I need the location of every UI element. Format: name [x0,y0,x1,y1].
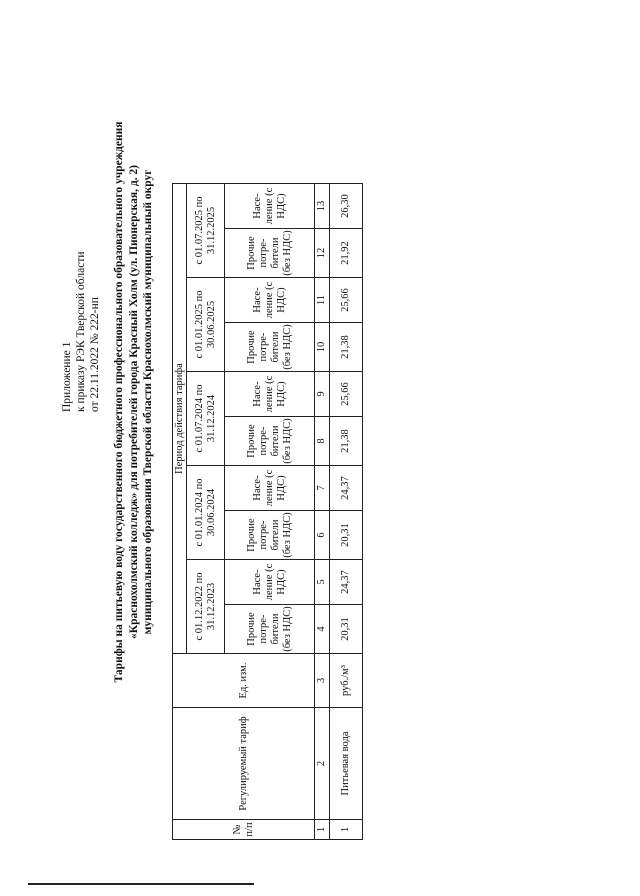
row-value: 24,37 [330,466,363,511]
header-other-consumers: Прочие потре-бители (без НДС) [225,417,315,466]
header-population: Насе-ление (с НДС) [225,466,315,511]
title-line-2: «Краснохолмский колледж» для потребителей города Красный Холм (ул. Пионерская, д. 2) [127,165,140,639]
row-num: 1 [330,820,363,840]
header-num: № п/п [173,820,315,840]
column-number-row [315,184,330,840]
title-line-1: Тарифы на питьевую воду государственного бюджетного профессионального образовательного учреждения [113,121,125,683]
row-value: 25,66 [330,278,363,323]
column-number: 7 [315,466,330,511]
row-value: 21,92 [330,229,363,278]
header-other-consumers: Прочие потре-бители (без НДС) [225,511,315,560]
header-population: Насе-ление (с НДС) [225,278,315,323]
header-tariff: Регулируемый тариф [173,708,315,820]
period-range-4: с 01.01.2025 по 30.06.2025 [187,278,225,372]
row-value: 25,66 [330,372,363,417]
column-number: 3 [315,654,330,708]
table-row [330,184,363,840]
column-number: 12 [315,229,330,278]
period-range-2: с 01.01.2024 по 30.06.2024 [187,466,225,560]
header-other-consumers: Прочие потре-бители (без НДС) [225,605,315,654]
row-value: 26,30 [330,184,363,229]
row-value: 20,31 [330,511,363,560]
document-title [112,102,156,702]
column-number: 11 [315,278,330,323]
period-range-5: с 01.07.2025 по 31.12.2025 [187,184,225,278]
row-value: 24,37 [330,560,363,605]
tariff-table [172,183,363,840]
column-number: 8 [315,417,330,466]
header-population: Насе-ление (с НДС) [225,184,315,229]
row-value: 21,38 [330,417,363,466]
header-population: Насе-ление (с НДС) [225,560,315,605]
row-unit: руб./м³ [330,654,363,708]
column-number: 1 [315,820,330,840]
header-unit: Ед. изм. [173,654,315,708]
period-range-3: с 01.07.2024 по 31.12.2024 [187,372,225,466]
column-number: 4 [315,605,330,654]
row-tariff: Питьевая вода [330,708,363,820]
column-number: 13 [315,184,330,229]
column-number: 6 [315,511,330,560]
header-population: Насе-ление (с НДС) [225,372,315,417]
column-number: 9 [315,372,330,417]
period-range-1: с 01.12.2022 по 31.12.2023 [187,560,225,654]
column-number: 2 [315,708,330,820]
row-value: 20,31 [330,605,363,654]
header-other-consumers: Прочие потре-бители (без НДС) [225,323,315,372]
row-value: 21,38 [330,323,363,372]
rotated-sheet [60,42,460,862]
column-number: 10 [315,323,330,372]
title-line-3: муниципального образования Тверской области Краснохолмский муниципальный округ [142,169,154,635]
bottom-rule [28,883,254,885]
column-number: 5 [315,560,330,605]
appendix-line-3: от 22.11.2022 № 222-нп [89,297,101,412]
appendix-line-1: Приложение 1 [61,341,73,412]
appendix-line-2: к приказу РЭК Тверской области [75,251,87,412]
appendix-reference [60,112,102,412]
header-period: Период действия тарифа [173,184,187,654]
header-other-consumers: Прочие потре-бители (без НДС) [225,229,315,278]
